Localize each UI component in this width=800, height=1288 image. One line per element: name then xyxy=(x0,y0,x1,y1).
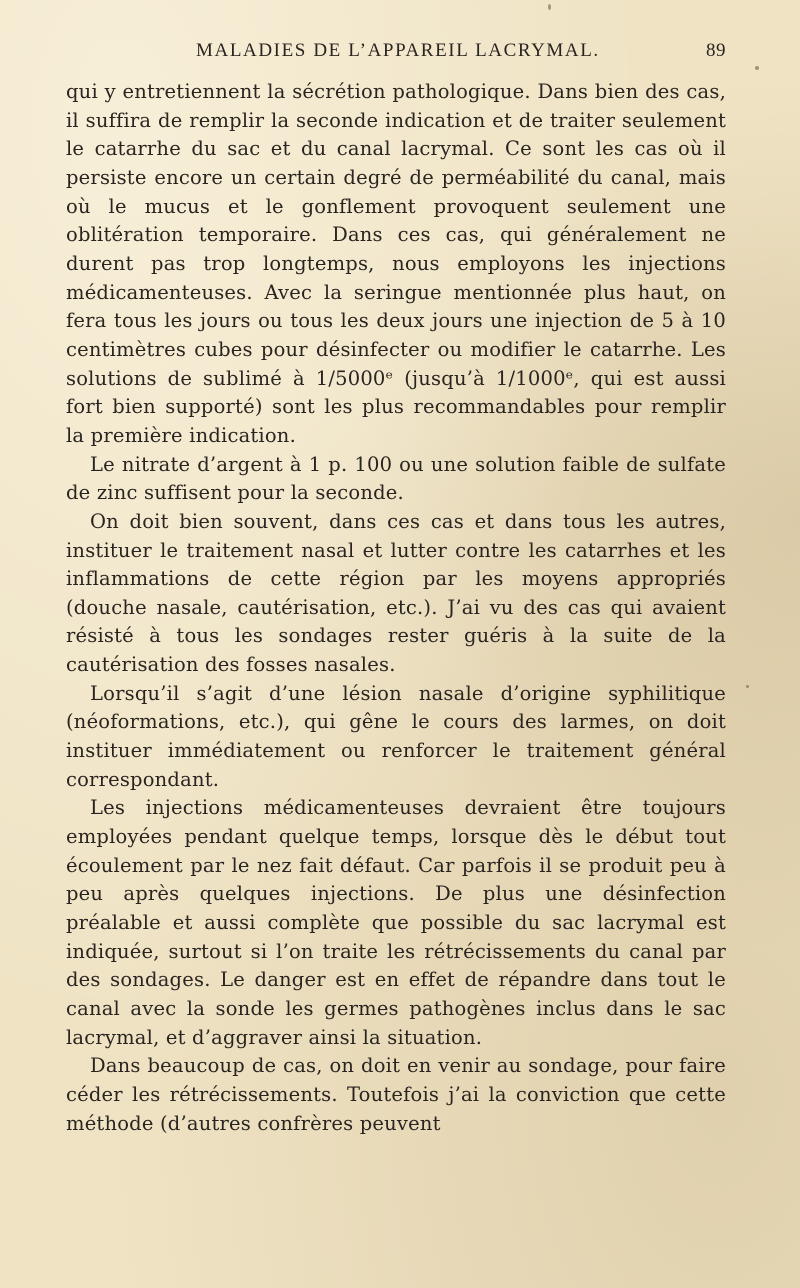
running-title: MALADIES DE L’APPAREIL LACRYMAL. xyxy=(196,40,600,61)
paragraph: Le nitrate d’argent à 1 p. 100 ou une solution faible de sulfate de zinc suffisent pour la seconde. xyxy=(66,452,726,505)
paragraph: Lorsqu’il s’agit d’une lésion nasale d’origine syphilitique (néoformations, etc.), qui gêne le cours des larmes, on doit instituer immédiatement ou renforcer le traitement général correspondant. xyxy=(66,681,726,791)
paragraph: Dans beaucoup de cas, on doit en venir au sondage, pour faire céder les rétrécissements. Toutefois j’ai la conviction que cette méthode (d’autres confrères peuvent xyxy=(66,1054,726,1135)
page-content xyxy=(66,32,726,1138)
page-number: 89 xyxy=(706,40,726,61)
body-text xyxy=(66,78,726,1138)
running-header xyxy=(66,32,726,72)
paragraph: qui y entretiennent la sécrétion pathologique. Dans bien des cas, il suffira de remplir la seconde indication et de traiter seulement le catarrhe du sac et du canal lacrymal. Ce sont les cas où il persiste encore un certain degré de perméabilité du canal, mais où le mucus et le gonflement provoquent seulement une oblitération temporaire. Dans ces cas, qui généralement ne durent pas trop longtemps, nous employons les injections médicamenteuses. Avec la seringue mentionnée plus haut, on fera tous les jours ou tous les deux jours une injection de 5 à 10 centimètres cubes pour désinfecter ou modifier le catarrhe. Les solutions de sublimé à 1/5000ᵉ (jusqu’à 1/1000ᵉ, qui est aussi fort bien supporté) sont les plus recommandables pour remplir la première indication. xyxy=(66,80,726,447)
paper-spot xyxy=(755,66,759,70)
paper-spot xyxy=(746,685,749,688)
paragraph: Les injections médicamenteuses devraient être toujours employées pendant quelque temps, lorsque dès le début tout écoulement par le nez fait défaut. Car parfois il se produit peu à peu après quelques injections. De plus une désinfection préalable et aussi complète que possible du sac lacrymal est indiquée, surtout si l’on traite les rétrécissements du canal par des sondages. Le danger est en effet de répandre dans tout le canal avec la sonde les germes pathogènes inclus dans le sac lacrymal, et d’aggraver ainsi la situation. xyxy=(66,796,726,1049)
paper-spot xyxy=(548,4,551,10)
paragraph: On doit bien souvent, dans ces cas et dans tous les autres, instituer le traitement nasal et lutter contre les catarrhes et les inflammations de cette région par les moyens appropriés (douche nasale, cautérisation, etc.). J’ai vu des cas qui avaient résisté à tous les sondages rester guéris à la suite de la cautérisation des fosses nasales. xyxy=(66,509,726,677)
